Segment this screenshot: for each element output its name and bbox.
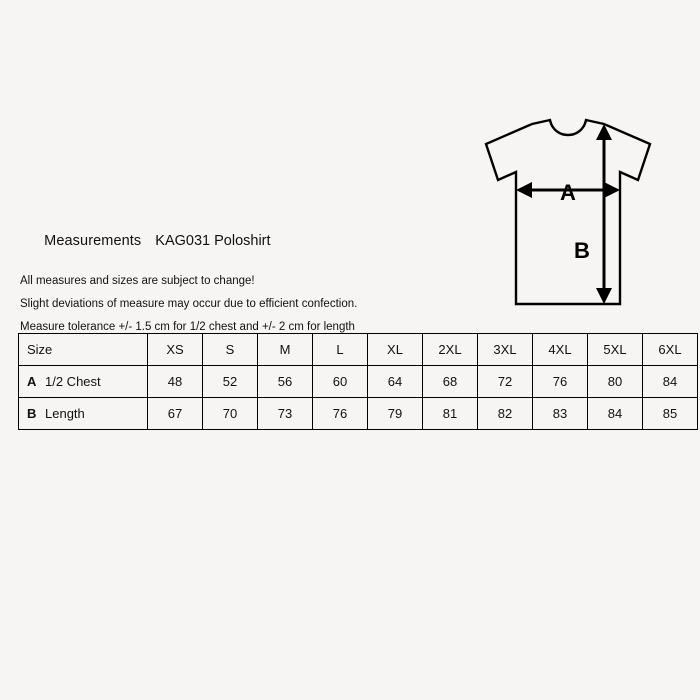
table-row — [19, 398, 698, 430]
length-5xl: 84 — [588, 398, 643, 430]
size-col-xl: XL — [368, 334, 423, 366]
size-col-xs: XS — [148, 334, 203, 366]
length-xl: 79 — [368, 398, 423, 430]
length-s: 70 — [203, 398, 258, 430]
chest-xs: 48 — [148, 366, 203, 398]
note-line-2: Slight deviations of measure may occur due to efficient confection. — [20, 297, 358, 310]
chest-2xl: 68 — [423, 366, 478, 398]
row-name-length: Length — [45, 406, 85, 421]
chest-4xl: 76 — [533, 366, 588, 398]
page-title-main: Measurements — [44, 233, 142, 249]
row-letter-b: B — [27, 406, 37, 421]
row-name-chest: 1/2 Chest — [45, 374, 101, 389]
size-col-6xl: 6XL — [643, 334, 698, 366]
table-header-size-label: Size — [19, 334, 148, 366]
chest-l: 60 — [313, 366, 368, 398]
note-line-3: Measure tolerance +/- 1.5 cm for 1/2 chest and +/- 2 cm for length — [20, 320, 355, 333]
page-title — [20, 217, 450, 265]
length-m: 73 — [258, 398, 313, 430]
length-3xl: 82 — [478, 398, 533, 430]
row-letter-a: A — [27, 374, 37, 389]
page-title-code: KAG031 Poloshirt — [155, 233, 271, 249]
length-6xl: 85 — [643, 398, 698, 430]
chest-3xl: 72 — [478, 366, 533, 398]
length-4xl: 83 — [533, 398, 588, 430]
chest-s: 52 — [203, 366, 258, 398]
size-col-m: M — [258, 334, 313, 366]
length-2xl: 81 — [423, 398, 478, 430]
measurements-text-block — [20, 217, 450, 334]
size-col-3xl: 3XL — [478, 334, 533, 366]
row-label-chest — [19, 366, 148, 398]
chest-6xl: 84 — [643, 366, 698, 398]
length-xs: 67 — [148, 398, 203, 430]
table-row — [19, 366, 698, 398]
size-col-l: L — [313, 334, 368, 366]
table-header-row — [19, 334, 698, 366]
size-col-s: S — [203, 334, 258, 366]
length-l: 76 — [313, 398, 368, 430]
size-col-5xl: 5XL — [588, 334, 643, 366]
chest-xl: 64 — [368, 366, 423, 398]
chest-5xl: 80 — [588, 366, 643, 398]
size-col-2xl: 2XL — [423, 334, 478, 366]
diagram-label-a: A — [560, 180, 576, 205]
diagram-label-b: B — [574, 238, 590, 263]
note-line-1: All measures and sizes are subject to change! — [20, 275, 255, 287]
size-table — [18, 333, 698, 430]
row-label-length — [19, 398, 148, 430]
tshirt-diagram — [470, 118, 666, 314]
chest-m: 56 — [258, 366, 313, 398]
tshirt-outline-icon — [486, 120, 650, 304]
size-col-4xl: 4XL — [533, 334, 588, 366]
